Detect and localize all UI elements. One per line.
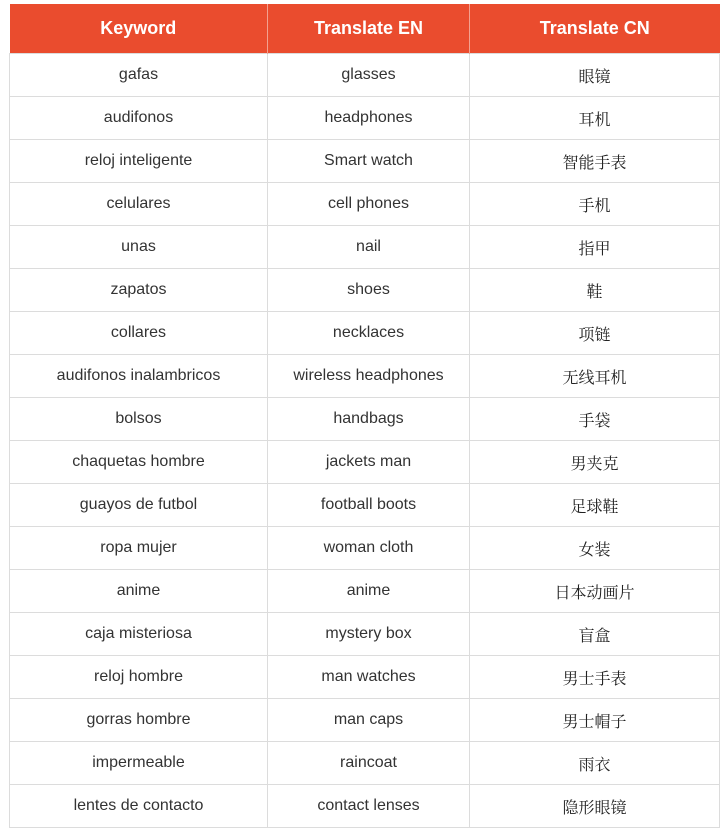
translate-cn-cell: 手机: [470, 183, 720, 226]
keyword-cell: reloj hombre: [10, 656, 268, 699]
keyword-table-container: [9, 4, 719, 828]
translate-en-cell: man caps: [268, 699, 470, 742]
table-row: [10, 398, 720, 441]
translate-cn-cell: 足球鞋: [470, 484, 720, 527]
translate-en-cell: man watches: [268, 656, 470, 699]
table-row: [10, 613, 720, 656]
table-row: [10, 742, 720, 785]
table-row: [10, 484, 720, 527]
table-row: [10, 699, 720, 742]
translate-en-cell: shoes: [268, 269, 470, 312]
keyword-cell: anime: [10, 570, 268, 613]
translate-cn-cell: 日本动画片: [470, 570, 720, 613]
translate-cn-cell: 女装: [470, 527, 720, 570]
translate-cn-cell: 无线耳机: [470, 355, 720, 398]
table-row: [10, 183, 720, 226]
translate-cn-cell: 手袋: [470, 398, 720, 441]
translate-cn-cell: 男士帽子: [470, 699, 720, 742]
translate-cn-cell: 项链: [470, 312, 720, 355]
keyword-cell: collares: [10, 312, 268, 355]
translate-en-cell: contact lenses: [268, 785, 470, 828]
keyword-cell: gorras hombre: [10, 699, 268, 742]
translate-cn-cell: 耳机: [470, 97, 720, 140]
table-row: [10, 97, 720, 140]
keyword-cell: bolsos: [10, 398, 268, 441]
keyword-cell: zapatos: [10, 269, 268, 312]
table-row: [10, 355, 720, 398]
translate-cn-cell: 指甲: [470, 226, 720, 269]
table-row: [10, 570, 720, 613]
table-row: [10, 527, 720, 570]
table-row: [10, 54, 720, 97]
header-keyword: Keyword: [10, 4, 268, 54]
translate-cn-cell: 男士手表: [470, 656, 720, 699]
keyword-translation-table: [9, 4, 720, 828]
table-row: [10, 656, 720, 699]
translate-en-cell: handbags: [268, 398, 470, 441]
table-row: [10, 312, 720, 355]
header-row: [10, 4, 720, 54]
translate-en-cell: Smart watch: [268, 140, 470, 183]
translate-en-cell: football boots: [268, 484, 470, 527]
keyword-cell: reloj inteligente: [10, 140, 268, 183]
table-row: [10, 140, 720, 183]
translate-cn-cell: 盲盒: [470, 613, 720, 656]
translate-cn-cell: 男夹克: [470, 441, 720, 484]
translate-cn-cell: 雨衣: [470, 742, 720, 785]
keyword-cell: celulares: [10, 183, 268, 226]
translate-cn-cell: 智能手表: [470, 140, 720, 183]
translate-en-cell: nail: [268, 226, 470, 269]
table-row: [10, 226, 720, 269]
translate-cn-cell: 隐形眼镜: [470, 785, 720, 828]
keyword-cell: gafas: [10, 54, 268, 97]
translate-en-cell: raincoat: [268, 742, 470, 785]
translate-en-cell: mystery box: [268, 613, 470, 656]
keyword-cell: lentes de contacto: [10, 785, 268, 828]
translate-en-cell: glasses: [268, 54, 470, 97]
translate-en-cell: jackets man: [268, 441, 470, 484]
translate-en-cell: cell phones: [268, 183, 470, 226]
header-translate-cn: Translate CN: [470, 4, 720, 54]
translate-cn-cell: 鞋: [470, 269, 720, 312]
keyword-cell: ropa mujer: [10, 527, 268, 570]
keyword-cell: unas: [10, 226, 268, 269]
table-body: [10, 54, 720, 828]
table-row: [10, 269, 720, 312]
translate-en-cell: necklaces: [268, 312, 470, 355]
keyword-cell: chaquetas hombre: [10, 441, 268, 484]
table-row: [10, 785, 720, 828]
translate-cn-cell: 眼镜: [470, 54, 720, 97]
header-translate-en: Translate EN: [268, 4, 470, 54]
keyword-cell: audifonos inalambricos: [10, 355, 268, 398]
translate-en-cell: anime: [268, 570, 470, 613]
keyword-cell: impermeable: [10, 742, 268, 785]
translate-en-cell: wireless headphones: [268, 355, 470, 398]
table-row: [10, 441, 720, 484]
keyword-cell: audifonos: [10, 97, 268, 140]
translate-en-cell: headphones: [268, 97, 470, 140]
keyword-cell: caja misteriosa: [10, 613, 268, 656]
table-header: [10, 4, 720, 54]
translate-en-cell: woman cloth: [268, 527, 470, 570]
keyword-cell: guayos de futbol: [10, 484, 268, 527]
